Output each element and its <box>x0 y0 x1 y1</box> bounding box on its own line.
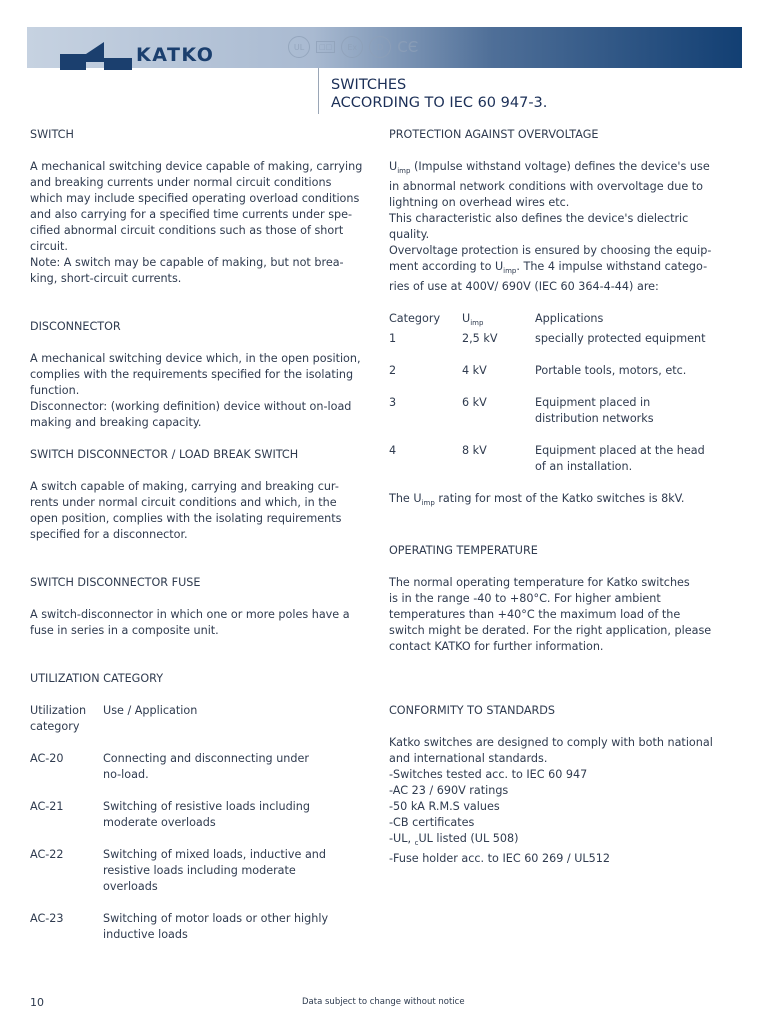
category-row: 4 8 kV Equipment placed at the head of an installation. <box>389 444 705 473</box>
category-row: 3 6 kV Equipment placed in distribution networks <box>389 396 654 425</box>
switch-disconnector-definition: A switch capable of making, carrying and breaking cur- rents under normal circuit conditions and which, in the open position, complies with the isolating requirements specified for a disconnector. <box>30 480 342 541</box>
d-mark-icon: D <box>369 36 391 58</box>
utilization-row: AC-20 Connecting and disconnecting under no-load. <box>30 752 309 781</box>
footer-note: Data subject to change without notice <box>302 997 465 1007</box>
utilization-row: AC-23 Switching of motor loads or other highly inductive loads <box>30 912 329 941</box>
disconnector-definition: A mechanical switching device which, in the open position, complies with the requirements specified for the isolating function. Disconnector: (working definition) device without on-load making and breaking capacity. <box>30 352 361 429</box>
conformity-text: Katko switches are designed to comply with both national and international standards. -Switches tested acc. to IEC 60 947 -AC 23 / 690V ratings -50 kA R.M.S values -CB certificates -UL, $_c$UL listed (UL 508) -Fuse holder acc. to IEC 60 269 / UL512 <box>389 736 713 865</box>
approval-mark-icon: □□ <box>316 41 335 53</box>
switch-heading: SWITCH <box>30 128 74 141</box>
katko-logo-icon <box>60 40 132 70</box>
fuse-heading: SWITCH DISCONNECTOR FUSE <box>30 576 201 589</box>
switch-disconnector-heading: SWITCH DISCONNECTOR / LOAD BREAK SWITCH <box>30 448 299 461</box>
ce-mark-icon: CЄ <box>397 38 419 56</box>
utilization-table <box>30 703 375 943</box>
overvoltage-text: $U_{imp}$ (Impulse withstand voltage) defines the device's use in abnormal network conditions with overvoltage due to lightning on overhead wires etc. This characteristic also defines the device's dielectric quality. Overvoltage protection is ensured by choosing the equip- ment according to $U_{imp}$. The 4 impulse withstand catego- ries of use at 400V/ 690V (IEC 60 364-4-44) are: <box>389 160 712 293</box>
category-row: 2 4 kV Portable tools, motors, etc. <box>389 364 687 377</box>
temperature-text: The normal operating temperature for Katko switches is in the range -40 to +80°C. For higher ambient temperatures than +40°C the maximum load of the switch might be derated. For the right application, please contact KATKO for further information. <box>389 576 712 653</box>
page-title: SWITCHES ACCORDING TO IEC 60 947-3. <box>331 77 548 111</box>
right-column <box>389 127 734 867</box>
ex-mark-icon: Ex <box>341 36 363 58</box>
conformity-heading: CONFORMITY TO STANDARDS <box>389 704 556 717</box>
rating-note: The $U_{imp}$ rating for most of the Katko switches is 8kV. <box>389 492 685 507</box>
impulse-category-table <box>389 311 734 475</box>
certification-marks <box>288 34 418 60</box>
utilization-row: AC-21 Switching of resistive loads including moderate overloads <box>30 800 310 829</box>
fuse-definition: A switch-disconnector in which one or more poles have a fuse in series in a composite unit. <box>30 608 350 637</box>
switch-definition: A mechanical switching device capable of making, carrying and breaking currents under normal circuit conditions which may include specified operating overload conditions and also carrying for a specified time currents under spe- cified abnormal circuit conditions such as those of short circuit. Note: A switch may be capable of making, but not brea- king, short-circuit currents. <box>30 160 363 285</box>
left-column <box>30 127 375 943</box>
overvoltage-heading: PROTECTION AGAINST OVERVOLTAGE <box>389 128 599 141</box>
page-number: 10 <box>30 996 44 1009</box>
utilization-row: AC-22 Switching of mixed loads, inductive and resistive loads including moderate overloads <box>30 848 327 893</box>
category-row: 1 2,5 kV specially protected equipment <box>389 332 706 345</box>
katko-logo <box>60 38 214 72</box>
utilization-header-row: Utilization category Use / Application <box>30 704 198 733</box>
category-header-row: Category $U_{imp}$ Applications <box>389 312 604 327</box>
ul-mark-icon: UL <box>288 36 310 58</box>
utilization-heading: UTILIZATION CATEGORY <box>30 672 164 685</box>
brand-name: KATKO <box>136 44 215 66</box>
disconnector-heading: DISCONNECTOR <box>30 320 121 333</box>
temperature-heading: OPERATING TEMPERATURE <box>389 544 538 557</box>
